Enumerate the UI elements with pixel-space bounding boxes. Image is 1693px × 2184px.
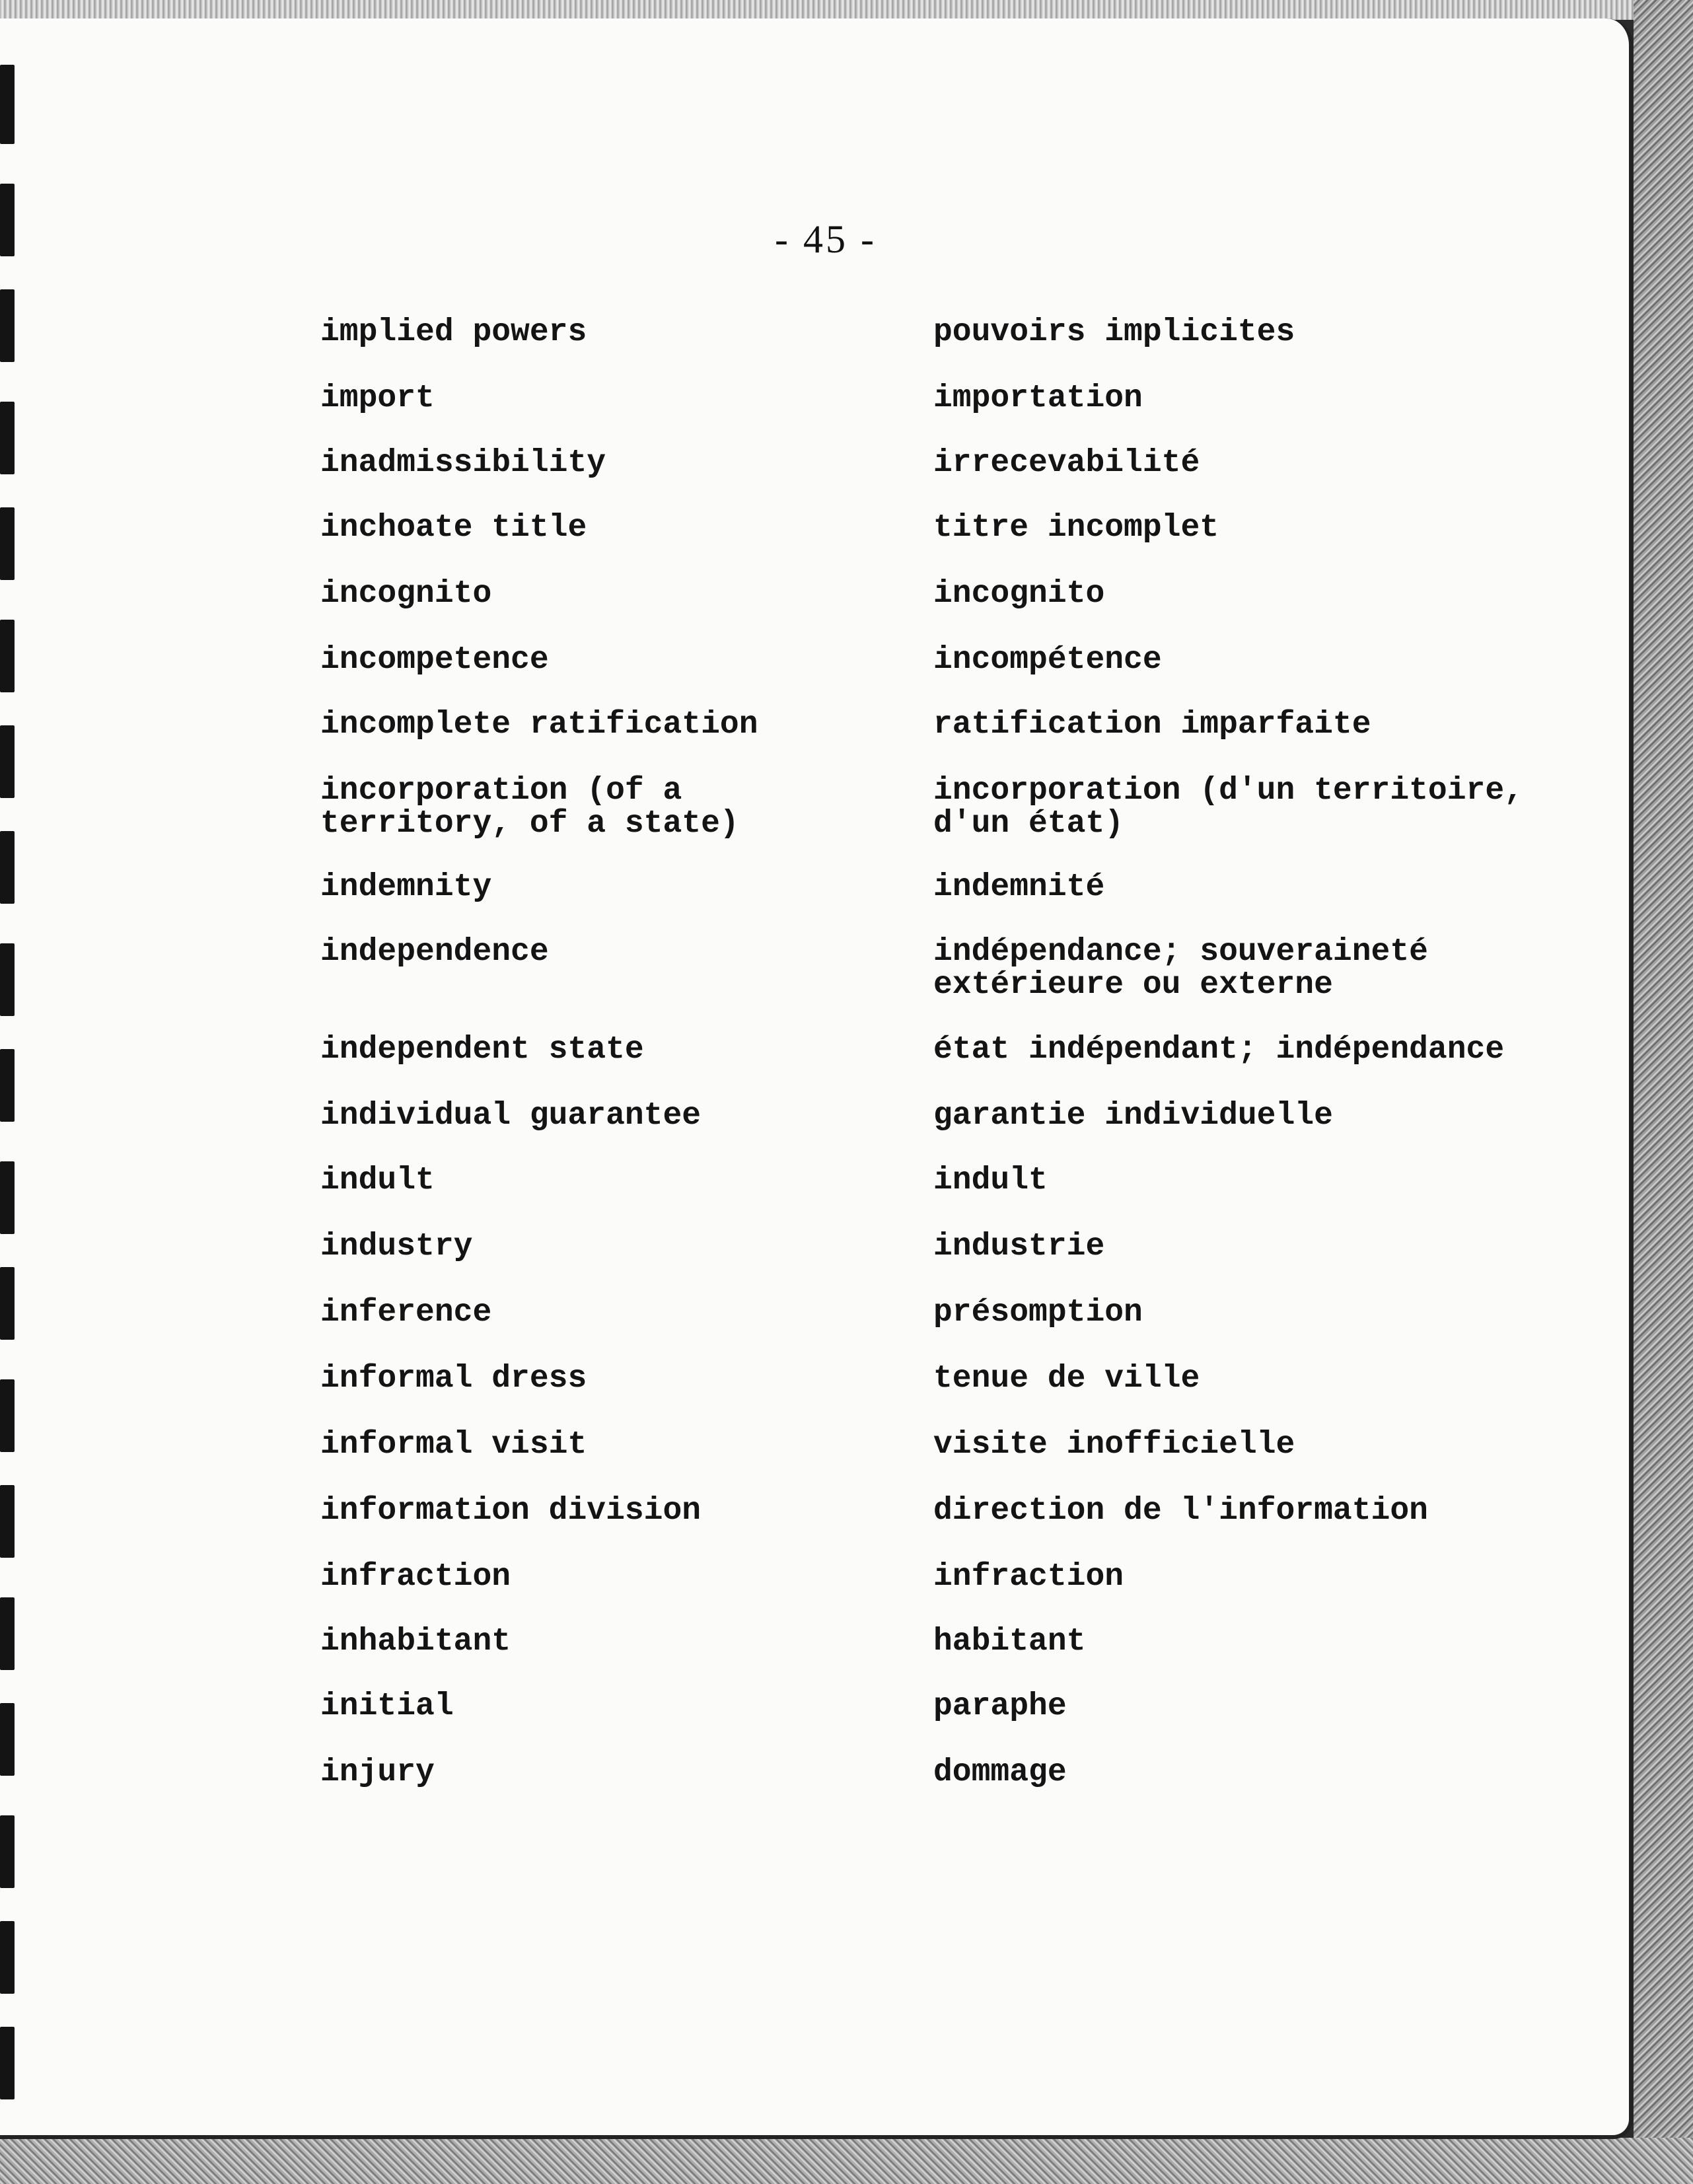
french-translation: incompétence — [933, 642, 1162, 678]
binding-mark — [0, 1379, 15, 1452]
binding-mark — [0, 1161, 15, 1234]
binding-mark — [0, 1267, 15, 1340]
english-term: implied powers — [320, 314, 587, 350]
french-translation: état indépendant; indépendance — [933, 1032, 1505, 1068]
french-translation: indult — [933, 1163, 1048, 1198]
document-page — [0, 18, 1633, 2139]
english-term: indemnity — [320, 869, 492, 905]
english-term: incompetence — [320, 642, 549, 678]
french-translation: infraction — [933, 1559, 1124, 1595]
english-term: informal visit — [320, 1427, 587, 1463]
english-term: individual guarantee — [320, 1098, 702, 1134]
binding-mark — [0, 831, 15, 904]
binding-mark — [0, 507, 15, 580]
binding-mark — [0, 1049, 15, 1122]
french-translation: ratification imparfaite — [933, 707, 1371, 743]
binding-mark — [0, 1703, 15, 1776]
french-translation: dommage — [933, 1755, 1067, 1790]
english-term: incognito — [320, 576, 492, 612]
scanner-edge-top — [0, 0, 1638, 20]
english-term: inhabitant — [320, 1624, 511, 1659]
french-translation: irrecevabilité — [933, 445, 1200, 481]
binding-mark — [0, 2027, 15, 2099]
binding-mark — [0, 943, 15, 1016]
english-term: inchoate title — [320, 510, 587, 546]
french-translation: habitant — [933, 1624, 1086, 1659]
french-translation: visite inofficielle — [933, 1427, 1295, 1463]
french-translation: tenue de ville — [933, 1361, 1200, 1397]
french-translation: direction de l'information — [933, 1493, 1428, 1529]
english-term: independent state — [320, 1032, 644, 1068]
french-translation: incognito — [933, 576, 1105, 612]
english-term: independence — [320, 934, 549, 970]
french-translation: indemnité — [933, 869, 1105, 905]
english-term: inadmissibility — [320, 445, 606, 481]
french-translation: pouvoirs implicites — [933, 314, 1295, 350]
english-term: infraction — [320, 1559, 511, 1595]
binding-mark — [0, 1815, 15, 1888]
scanner-edge-right — [1634, 0, 1693, 2184]
english-term: import — [320, 381, 435, 416]
scanner-edge-bottom — [0, 2138, 1693, 2184]
english-term: indult — [320, 1163, 435, 1198]
page-number: - 45 - — [775, 217, 877, 261]
french-translation: incorporation (d'un territoire, d'un état) — [933, 773, 1523, 842]
binding-mark — [0, 65, 15, 144]
binding-mark — [0, 402, 15, 474]
french-translation: titre incomplet — [933, 510, 1219, 546]
french-translation: paraphe — [933, 1689, 1067, 1724]
binding-mark — [0, 184, 15, 256]
binding-mark — [0, 725, 15, 798]
english-term: industry — [320, 1229, 473, 1264]
english-term: inference — [320, 1295, 492, 1330]
english-term: information division — [320, 1493, 702, 1529]
french-translation: importation — [933, 381, 1143, 416]
english-term: informal dress — [320, 1361, 587, 1397]
english-term: initial — [320, 1689, 454, 1724]
binding-mark — [0, 1921, 15, 1994]
binding-mark — [0, 620, 15, 692]
binding-mark — [0, 1597, 15, 1670]
binding-mark — [0, 1485, 15, 1558]
binding-mark — [0, 289, 15, 362]
english-term: incomplete ratification — [320, 707, 758, 743]
french-translation: indépendance; souveraineté extérieure ou externe — [933, 934, 1428, 1003]
french-translation: présomption — [933, 1295, 1143, 1330]
english-term: injury — [320, 1755, 435, 1790]
english-term: incorporation (of a territory, of a state) — [320, 773, 739, 842]
french-translation: garantie individuelle — [933, 1098, 1333, 1134]
french-translation: industrie — [933, 1229, 1105, 1264]
